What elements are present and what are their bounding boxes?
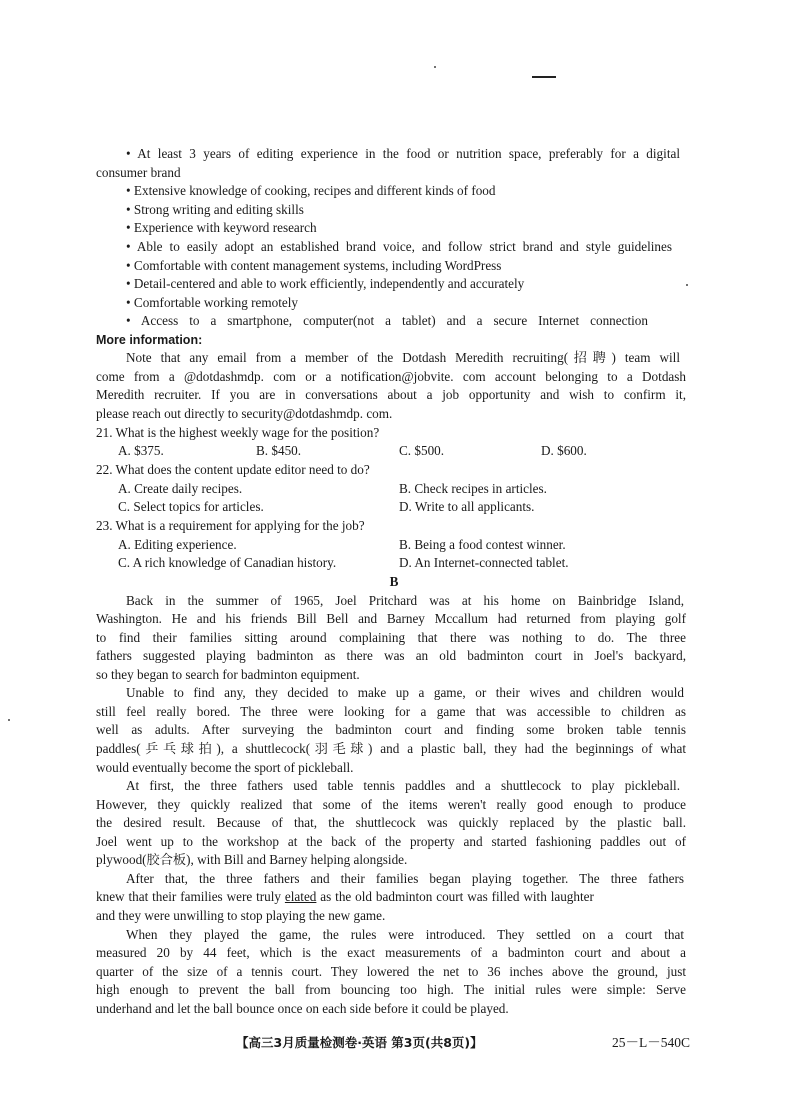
passage-line: well as adults. After surveying the badminton court and finding some broken table tennis	[96, 722, 686, 737]
passage-line: After that, the three fathers and their families began playing together. The three fathers	[126, 871, 684, 886]
requirement-item: • Comfortable working remotely	[126, 295, 298, 310]
option-b[interactable]: B. Being a food contest winner.	[399, 537, 566, 552]
requirement-item-continued: consumer brand	[96, 165, 181, 180]
scan-speck	[434, 66, 436, 68]
passage-line: At first, the three fathers used table tennis paddles and a shuttlecock to play pickleball.	[126, 778, 680, 793]
option-d[interactable]: D. Write to all applicants.	[399, 499, 535, 514]
requirement-item: • At least 3 years of editing experience in the food or nutrition space, preferably for a digital	[126, 146, 680, 161]
passage-line: measured 20 by 44 feet, which is the exact measurements of a badminton court and about a	[96, 945, 686, 960]
more-info-heading: More information:	[96, 333, 203, 347]
requirement-item: • Access to a smartphone, computer(not a tablet) and a secure Internet connection	[126, 313, 648, 328]
top-rule	[532, 76, 556, 78]
passage-line: paddles(乒乓球拍), a shuttlecock(羽毛球) and a plastic ball, they had the beginnings of what	[96, 741, 686, 756]
requirement-item: • Able to easily adopt an established brand voice, and follow strict brand and style guidelines	[126, 239, 672, 254]
passage-line: so they began to search for badminton equipment.	[96, 667, 360, 682]
option-c[interactable]: C. A rich knowledge of Canadian history.	[118, 555, 337, 570]
section-label: B	[389, 574, 399, 589]
passage-line: Joel went up to the workshop at the back of the property and started fashioning paddles out of	[96, 834, 686, 849]
more-info-line: Note that any email from a member of the Dotdash Meredith recruiting(招聘) team will	[126, 350, 680, 365]
footer-title: 【高三3月质量检测卷·英语 第3页(共8页)】	[236, 1035, 483, 1050]
passage-line	[96, 888, 686, 906]
requirement-item: • Detail-centered and able to work efficiently, independently and accurately	[126, 276, 525, 291]
page-footer	[96, 1033, 690, 1053]
passage-line: would eventually become the sport of pickleball.	[96, 760, 354, 775]
option-b[interactable]: B. $450.	[256, 443, 302, 458]
passage-line: quarter of the size of a tennis court. They lowered the net to 36 inches above the ground, just	[96, 964, 686, 979]
footer-code: 25－L－540C	[611, 1035, 690, 1050]
requirement-item: • Extensive knowledge of cooking, recipes and different kinds of food	[126, 183, 496, 198]
passage-line: underhand and let the ball bounce once on each side before it could be played.	[96, 1001, 509, 1016]
passage-line: high enough to prevent the ball from bouncing too high. The initial rules were simple: Serve	[96, 982, 686, 997]
more-info-line: please reach out directly to security@dotdashmdp. com.	[96, 406, 393, 421]
option-b[interactable]: B. Check recipes in articles.	[399, 481, 547, 496]
passage-line: When they played the game, the rules were introduced. They settled on a court that	[126, 927, 684, 942]
more-info-line: Meredith recruiter. If you are in conversations about a job opportunity and wish to confirm it,	[96, 387, 686, 402]
passage-line: Back in the summer of 1965, Joel Pritchard was at his home on Bainbridge Island,	[126, 593, 684, 608]
passage-line: fathers suggested playing badminton as there was an old badminton court in Joel's backyard,	[96, 648, 686, 663]
option-c[interactable]: C. Select topics for articles.	[118, 499, 264, 514]
passage-line: still feel really bored. The three were looking for a game that was accessible to children as	[96, 704, 686, 719]
option-d[interactable]: D. An Internet-connected tablet.	[399, 555, 569, 570]
requirement-item: • Experience with keyword research	[126, 220, 317, 235]
underlined-word: elated	[284, 889, 317, 904]
requirement-item: • Strong writing and editing skills	[126, 202, 304, 217]
scan-speck	[8, 719, 10, 721]
question-stem: 21. What is the highest weekly wage for the position?	[96, 425, 380, 440]
option-a[interactable]: A. Editing experience.	[118, 537, 237, 552]
passage-line: and they were unwilling to stop playing the new game.	[96, 908, 386, 923]
passage-text: knew that their families were truly	[96, 889, 285, 904]
passage-text: as the old badminton court was filled with laughter	[316, 889, 594, 904]
passage-line: Unable to find any, they decided to make up a game, or their wives and children would	[126, 685, 684, 700]
question-stem: 23. What is a requirement for applying for the job?	[96, 518, 365, 533]
passage-line: However, they quickly realized that some of the items weren't really good enough to produce	[96, 797, 686, 812]
passage-line: plywood(胶合板), with Bill and Barney helping alongside.	[96, 852, 408, 867]
option-d[interactable]: D. $600.	[541, 443, 587, 458]
option-c[interactable]: C. $500.	[399, 443, 445, 458]
more-info-line: come from a @dotdashmdp. com or a notification@jobvite. com account belonging to a Dotdash	[96, 369, 686, 384]
requirement-item: • Comfortable with content management systems, including WordPress	[126, 258, 502, 273]
question-stem: 22. What does the content update editor need to do?	[96, 462, 370, 477]
passage-line: to find their families sitting around complaining that there was nothing to do. The three	[96, 630, 686, 645]
option-a[interactable]: A. $375.	[118, 443, 164, 458]
option-a[interactable]: A. Create daily recipes.	[118, 481, 243, 496]
passage-line: Washington. He and his friends Bill Bell and Barney Mccallum had returned from playing golf	[96, 611, 686, 626]
passage-line: the desired result. Because of that, the shuttlecock was quickly replaced by the plastic ball.	[96, 815, 686, 830]
